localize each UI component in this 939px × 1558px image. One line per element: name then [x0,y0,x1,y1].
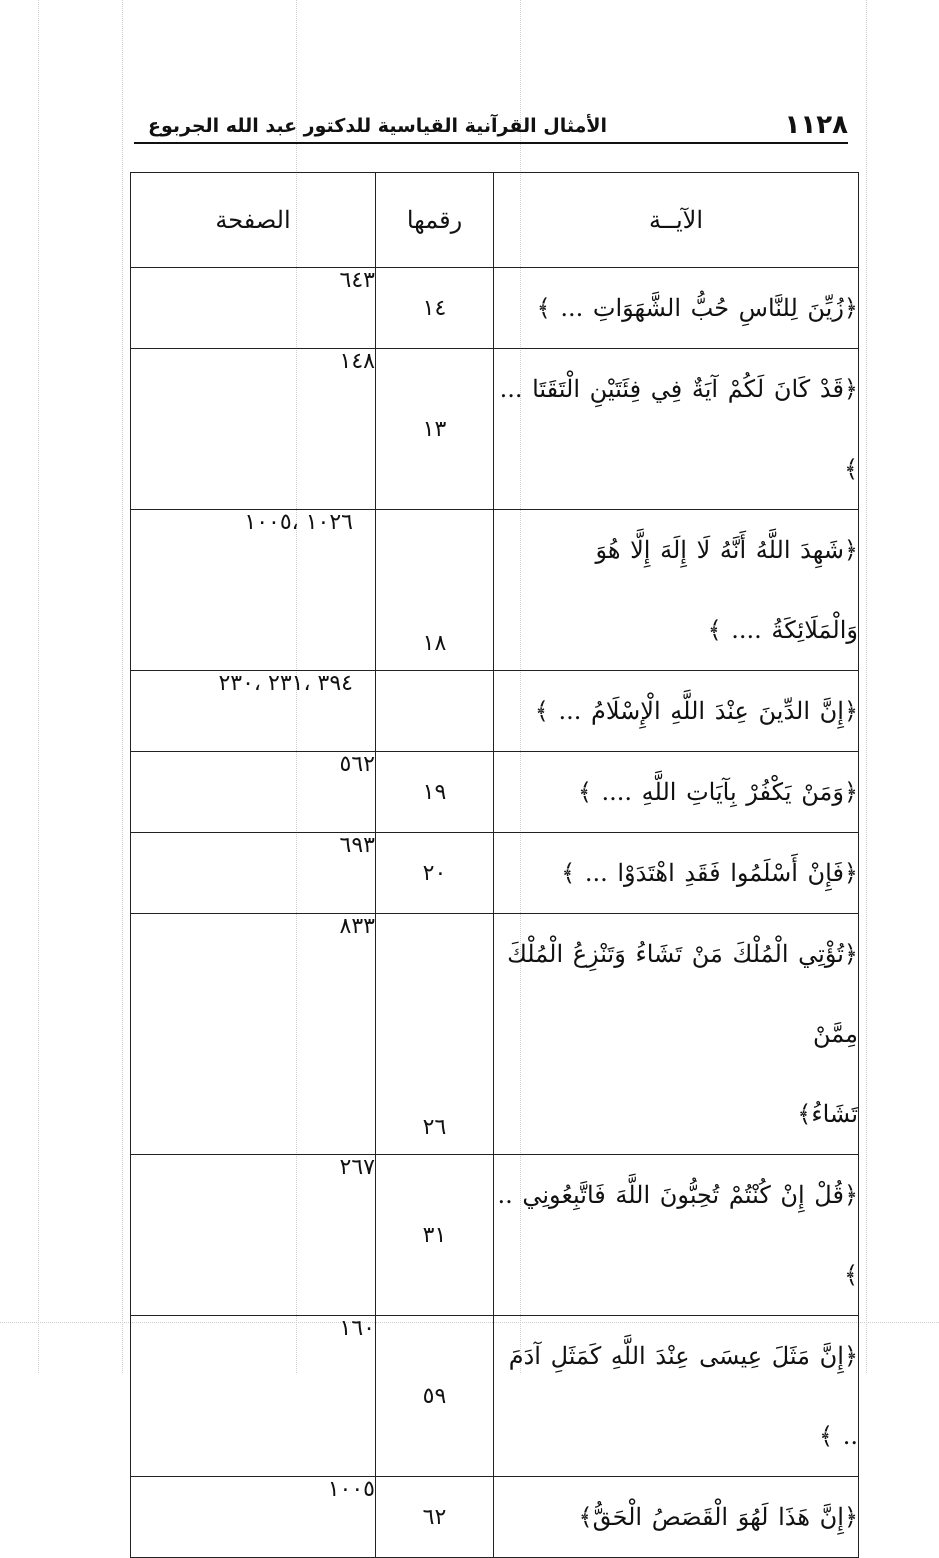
verse-line: ﴿إِنَّ الدِّينَ عِنْدَ اللَّهِ الْإِسْلَامُ ... ﴾ [534,697,858,725]
verse-number-cell: ٣١ [376,1155,494,1316]
table-row [131,752,859,833]
column-header-page: الصفحة [131,173,376,268]
verse-cell [494,510,859,671]
verse-cell [494,671,859,752]
verse-cell [494,752,859,833]
table-row [131,1155,859,1316]
verse-number-cell [376,671,494,752]
verse-cell [494,914,859,1155]
page-ref-cell: ٦٩٣ [131,833,376,914]
table-row [131,1477,859,1558]
scan-guide-line [866,0,867,1373]
page-header [134,108,848,144]
running-title: الأمثال القرآنية القياسية للدكتور عبد الله الجربوع [148,115,608,137]
table-row [131,349,859,510]
verse-cell [494,1477,859,1558]
verse-line: ﴿قُلْ إِنْ كُنْتُمْ تُحِبُّونَ اللَّهَ فَاتَّبِعُونِي .. ﴾ [497,1181,858,1289]
page-ref-cell: ١٤٨ [131,349,376,510]
table-row [131,833,859,914]
verse-line: ﴿وَمَنْ يَكْفُرْ بِآيَاتِ اللَّهِ .... ﴾ [577,778,858,806]
verse-number-cell: ٢٠ [376,833,494,914]
page-ref-cell: ٣٩٤ ،٢٣١ ،٢٣٠ [131,671,376,752]
table-row [131,1316,859,1477]
scan-guide-line [38,0,39,1373]
column-header-number: رقمها [376,173,494,268]
verse-line: ﴿زُيِّنَ لِلنَّاسِ حُبُّ الشَّهَوَاتِ ... ﴾ [536,294,858,322]
verse-number-cell: ٦٢ [376,1477,494,1558]
verse-cell [494,349,859,510]
verse-cell [494,1316,859,1477]
verse-line: تَشَاءُ﴾ [797,1100,858,1128]
table-row [131,914,859,1155]
page-ref-cell: ١٠٠٥ [131,1477,376,1558]
verse-line: ﴿تُؤْتِي الْمُلْكَ مَنْ تَشَاءُ وَتَنْزِعُ الْمُلْكَ مِمَّنْ [507,940,858,1048]
page-ref-cell: ١٠٢٦ ،١٠٠٥ [131,510,376,671]
verse-cell [494,1155,859,1316]
verse-number-cell: ١٤ [376,268,494,349]
verse-cell [494,268,859,349]
page-ref-cell: ٢٦٧ [131,1155,376,1316]
verse-cell [494,833,859,914]
verse-line: ﴿شَهِدَ اللَّهُ أَنَّهُ لَا إِلَهَ إِلَّا هُوَ [595,536,858,564]
table-row [131,671,859,752]
verse-number-cell: ١٣ [376,349,494,510]
verse-line: ﴿قَدْ كَانَ لَكُمْ آيَةٌ فِي فِئَتَيْنِ الْتَقَتَا ... ﴾ [499,375,858,483]
verse-line: ﴿فَإِنْ أَسْلَمُوا فَقَدِ اهْتَدَوْا ... ﴾ [561,859,858,887]
page-ref-cell: ١٦٠ [131,1316,376,1477]
table-header-row [131,173,859,268]
verse-line: ﴿إِنَّ هَذَا لَهُوَ الْقَصَصُ الْحَقُّ﴾ [578,1503,858,1531]
verse-number-cell: ١٩ [376,752,494,833]
verse-line: وَالْمَلَائِكَةُ .... ﴾ [707,616,858,644]
table-row [131,510,859,671]
column-header-verse: الآيــة [494,173,859,268]
verse-number-cell: ٥٩ [376,1316,494,1477]
page-ref-cell: ٦٤٣ [131,268,376,349]
page-number: ١١٢٨ [784,110,848,140]
page-ref-cell: ٨٣٣ [131,914,376,1155]
page-ref-cell: ٥٦٢ [131,752,376,833]
verse-index-table [130,172,859,1558]
verse-number-cell: ١٨ [376,510,494,671]
table-row [131,268,859,349]
verse-line: ﴿إِنَّ مَثَلَ عِيسَى عِنْدَ اللَّهِ كَمَثَلِ آدَمَ .. ﴾ [508,1342,858,1450]
verse-number-cell: ٢٦ [376,914,494,1155]
scan-guide-line [122,0,123,1373]
